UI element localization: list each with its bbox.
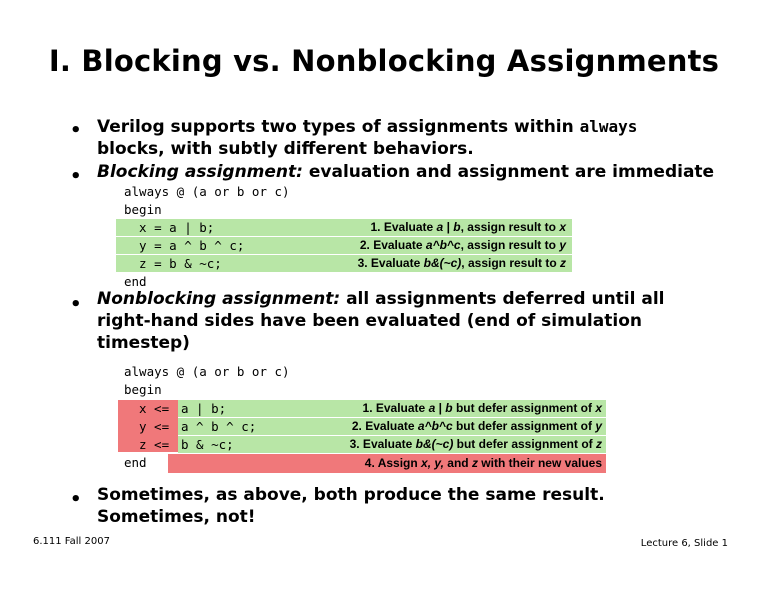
bullet-dot-2: • <box>70 166 82 187</box>
slide-title: I. Blocking vs. Nonblocking Assignments <box>48 44 720 78</box>
blocking-line-2: y = a ^ b ^ c; <box>124 238 245 253</box>
nonblocking-footer: end <box>124 455 147 470</box>
footer-course: 6.111 Fall 2007 <box>33 536 110 547</box>
bullet-dot-3: • <box>70 294 82 315</box>
bullet-4: Sometimes, as above, both produce the same result. Sometimes, not! <box>97 485 605 527</box>
bullet-1-keyword: always <box>579 117 638 136</box>
nonblocking-header-1: always @ (a or b or c) <box>124 364 290 379</box>
blocking-annotation-1: 1. Evaluate a | b, assign result to x <box>370 220 566 234</box>
bullet-dot-1: • <box>70 120 82 141</box>
blocking-annotation-3: 3. Evaluate b&(~c), assign result to z <box>357 256 566 270</box>
nonblocking-lhs-2: y <= <box>139 419 170 434</box>
nonblocking-header-2: begin <box>124 382 162 397</box>
nonblocking-lhs-3: z <= <box>139 437 170 452</box>
nonblocking-rhs-2: a ^ b ^ c; <box>181 419 257 434</box>
blocking-line-1: x = a | b; <box>124 220 215 235</box>
bullet-3: Nonblocking assignment: all assignments deferred until all right-hand sides have been evaluated (end of simulation timestep) <box>97 289 665 353</box>
bullet-1-pre: Verilog supports two types of assignments within <box>97 117 580 137</box>
bullet-2 <box>97 161 737 183</box>
nonblocking-rhs-3: b & ~c; <box>181 437 234 452</box>
blocking-footer: end <box>124 274 147 289</box>
blocking-line-3: z = b & ~c; <box>124 256 222 271</box>
blocking-header-2: begin <box>124 202 162 217</box>
nonblocking-annotation-4: 4. Assign x, y, and z with their new values <box>364 456 602 470</box>
bullet-dot-4: • <box>70 489 82 510</box>
bullet-2-term: Blocking assignment: <box>97 162 303 182</box>
bullet-3-term: Nonblocking assignment: <box>97 289 341 309</box>
bullet-2-rest: evaluation and assignment are immediate <box>302 162 715 182</box>
nonblocking-annotation-2: 2. Evaluate a^b^c but defer assignment of y <box>351 419 602 433</box>
blocking-header-1: always @ (a or b or c) <box>124 184 290 199</box>
bullet-1 <box>97 116 717 160</box>
nonblocking-annotation-1: 1. Evaluate a | b but defer assignment of x <box>362 401 602 415</box>
footer-slide-number: Lecture 6, Slide 1 <box>640 538 728 549</box>
nonblocking-lhs-1: x <= <box>139 401 170 416</box>
bullet-1-post: blocks, with subtly different behaviors. <box>97 139 474 159</box>
nonblocking-annotation-3: 3. Evaluate b&(~c) but defer assignment of z <box>349 437 602 451</box>
nonblocking-rhs-1: a | b; <box>181 401 227 416</box>
blocking-annotation-2: 2. Evaluate a^b^c, assign result to y <box>359 238 566 252</box>
